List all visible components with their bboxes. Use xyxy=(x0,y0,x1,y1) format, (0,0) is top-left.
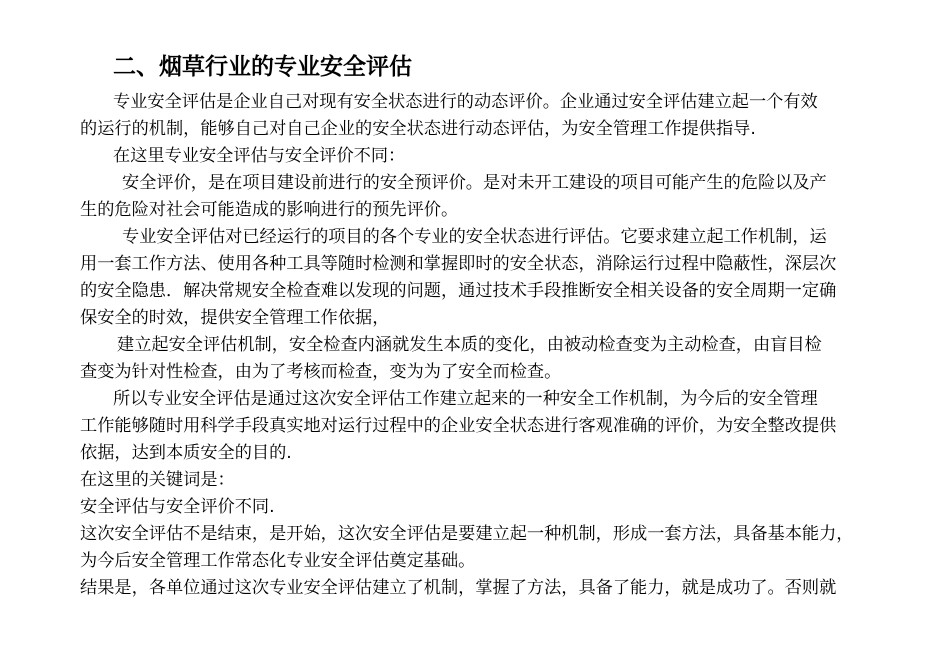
paragraph-line: 所以专业安全评估是通过这次安全评估工作建立起来的一种安全工作机制，为今后的安全管理 xyxy=(113,389,818,409)
paragraph-line: 结果是，各单位通过这次专业安全评估建立了机制，掌握了方法，具备了能力，就是成功了。否则就 xyxy=(80,578,837,598)
paragraph-line: 生的危险对社会可能造成的影响进行的预先评价。 xyxy=(80,200,459,220)
paragraph-line: 用一套工作方法、使用各种工具等随时检测和掌握即时的安全状态，消除运行过程中隐蔽性，深层次 xyxy=(80,254,837,274)
paragraph-line: 安全评估与安全评价不同. xyxy=(80,497,275,517)
paragraph-line: 查变为针对性检查，由为了考核而检查，变为为了安全而检查。 xyxy=(80,362,562,382)
paragraph-line: 建立起安全评估机制，安全检查内涵就发生本质的变化，由被动检查变为主动检查，由盲目检 xyxy=(117,335,822,355)
paragraph-line: 工作能够随时用科学手段真实地对运行过程中的企业安全状态进行客观准确的评价，为安全整改提供 xyxy=(80,416,837,436)
paragraph-line: 这次安全评估不是结束，是开始，这次安全评估是要建立起一种机制，形成一套方法，具备基本能力， xyxy=(80,524,854,544)
paragraph-line: 为今后安全管理工作常态化专业安全评估奠定基础。 xyxy=(80,551,476,571)
paragraph-line: 专业安全评估对已经运行的项目的各个专业的安全状态进行评估。它要求建立起工作机制，运 xyxy=(122,227,827,247)
paragraph-line: 的运行的机制，能够自己对自己企业的安全状态进行动态评估，为安全管理工作提供指导. xyxy=(80,119,756,139)
paragraph-line: 保安全的时效，提供安全管理工作依据， xyxy=(80,308,390,328)
section-heading: 二、烟草行业的专业安全评估 xyxy=(113,54,412,80)
paragraph-line: 依据，达到本质安全的目的. xyxy=(80,443,292,463)
paragraph-line: 在这里专业安全评估与安全评价不同： xyxy=(113,146,406,166)
paragraph-line: 安全评价，是在项目建设前进行的安全预评价。是对未开工建设的项目可能产生的危险以及产 xyxy=(122,173,827,193)
paragraph-line: 的安全隐患．解决常规安全检查难以发现的问题，通过技术手段推断安全相关设备的安全周期一定确 xyxy=(80,281,837,301)
paragraph-line: 专业安全评估是企业自己对现有安全状态进行的动态评价。企业通过安全评估建立起一个有效 xyxy=(113,92,818,112)
paragraph-line: 在这里的关键词是： xyxy=(80,470,235,490)
